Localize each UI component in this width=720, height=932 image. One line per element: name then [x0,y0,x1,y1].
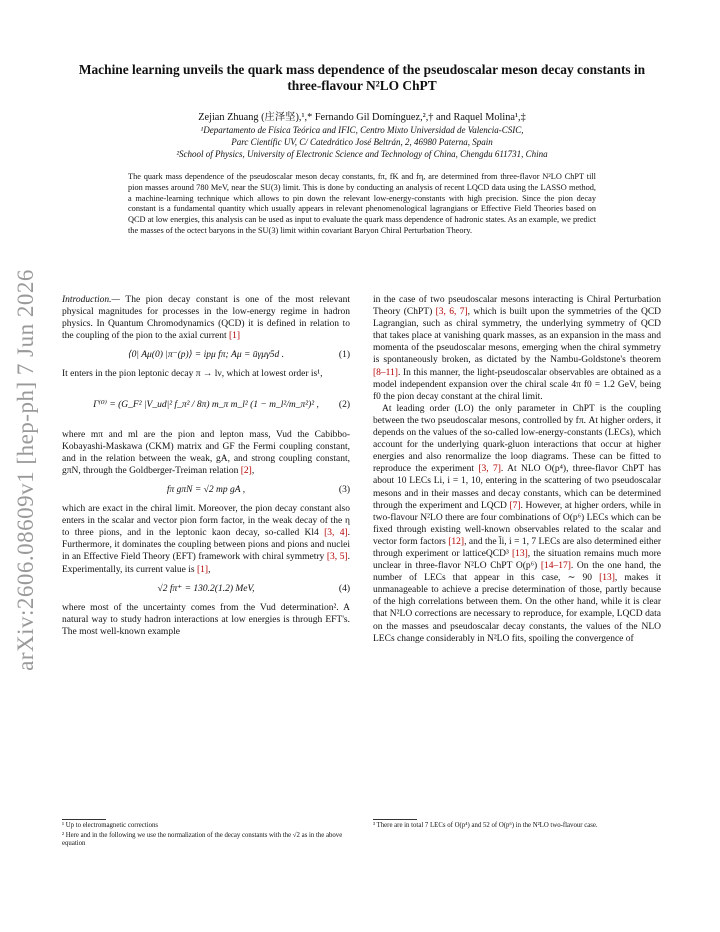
paragraph: It enters in the pion leptonic decay π → lν, which at lowest order is¹, [62,369,323,380]
citation-link[interactable]: [13] [599,573,615,584]
citation-link[interactable]: [8–11] [373,367,398,378]
paragraph: which are exact in the chiral limit. Moreover, the pion decay constant also enters in the scalar and vector pion form factor, in the weak decay of the η to three pions, and in the leptonic kaon decay, so-called Kl4 [3, 4]. Furthermore, it dominates the coupling between pions and pions and nuclei in an Effective Field Theory (EFT) framework with chiral symmetry [3, 5]. Experimentally, its current value is [1], [62,504,351,575]
citation-link[interactable]: [13] [511,548,528,559]
citation-link[interactable]: [12] [448,536,465,547]
paragraph: At leading order (LO) the only parameter in ChPT is the coupling between the two pseudoscalar mesons, controlled by fπ. At higher orders, it depends on the values of the so-called low-energy-constants (LECs), which account for the underlying quark-gluon interactions that occur at higher energies and also renormalize the loop diagrams. These can be fitted to reproduce the experiment [3, 7]. At NLO O(p⁴), three-flavor ChPT has about 10 LECs Li, i = 1, 10, entering in the scattering of two pseudoscalar mesons and in their masses and decay constants, which can be determined through the experiment and LQCD [7]. However, at higher orders, while in two-flavour N²LO there are four combinations of O(p⁶) LECs which can be fixed through existing well-known observables related to the scalar and vector form factors [12], and the l̄i, i = 1, 7 LECs are also determined either through experiment or latticeQCD³ [13], the situation remains much more unclear in three-flavor N²LO ChPT O(p⁶) [14–17]. On the one hand, the number of LECs that appear in this case, ∼ 90 [13], makes it unmanageable to achieve a precise determination of those, partly because of the high correlations between them. On the other hand, while it is clear that N²LO corrections are necessary to reproduce, for example, LQCD data on the masses and pseudoscalar decay constants, the values of the NLO LECs change considerably in N²LO fits, spoiling the convergence of [373,403,662,644]
citation-link[interactable]: [14–17] [540,561,571,572]
abstract: The quark mass dependence of the pseudoscalar meson decay constants, fπ, fK and fη, are determined from three-flavor N²LO ChPT till pion masses around 780 MeV, near the SU(3) limit. This is done by conducting an analysis of recent LQCD data using the LASSO method, a machine-learning technique which allows to pin down the relevant low-energy-constants with high precision. Since the pion decay constant is a fundamental quantity which usually appears in relevant phenomenological lagrangians or Effective Field Theories based on QCD at low energies, this analysis can be used as input to evaluate the quark mass dependence of hadronic states. As an example, we predict the masses of the octect baryons in the SU(3) limit within covariant Baryon Chiral Perturbation Theory. [128,172,596,235]
footnote-rule [62,819,106,820]
footnotes-right [373,822,661,832]
paper-title: Machine learning unveils the quark mass dependence of the pseudoscalar meson decay constants in three-flavour N²LO ChPT [78,62,646,93]
footnote: ² Here and in the following we use the normalization of the decay constants with the √2 as in the above equation [62,831,343,848]
paragraph: where most of the uncertainty comes from the Vud determination². A natural way to study hadron interactions at low energies is through EFT's. The most well-known example [62,602,350,637]
equation-3: fπ gπN = √2 mp gA , (3) [166,484,350,495]
footnote-rule [373,819,417,820]
citation-link[interactable]: [1] [229,331,241,342]
affiliation-line: ²School of Physics, University of Electronic Science and Technology of China, Chengdu 611731, China [176,149,548,159]
equation-1: ⟨0| Aμ(0) |π⁻(p)⟩ = ipμ fπ; Aμ = ūγμγ5d . (1) [127,350,350,361]
paragraph: where mπ and ml are the pion and lepton mass, Vud the Cabibbo-Kobayashi-Maskawa (CKM) matrix and GF the Fermi coupling constant, and in the relation between the weak, gA, and strong coupling constant, gπN, through the Goldberger-Treiman relation [2], [62,429,350,476]
affiliations [62,124,662,160]
citation-link[interactable]: [3, 5] [326,552,348,563]
arxiv-stamp-text: arXiv:2606.08609v1 [hep-ph] 7 Jun 2026 [13,269,38,671]
paragraph: in the case of two pseudoscalar mesons interacting is Chiral Perturbation Theory (ChPT) [3, 6, 7], which is built upon the symmetries of the QCD Lagrangian, such as chiral symmetry, the underlying symmetry of QCD that takes place at vanishing quark masses, as an expansion in the mass and momenta of the pseudoscalar mesons, emerging when the chiral symmetry is spontaneously broken, as dictated by the Nambu-Goldstone's theorem [8–11]. In this manner, the light-pseudoscalar observables are obtained as a model independent expansion over the chiral scale 4π f0 = 1.2 GeV, being f0 the pion decay constant at the chiral limit. [373,295,662,402]
footnotes-left [62,822,350,850]
citation-link[interactable]: [2] [240,465,252,476]
equation-2: Γ⁽⁰⁾ = (G_F² |V_ud|² f_π² / 8π) m_π m_l² (1 − m_l²/m_π²)² , (2) [62,388,350,422]
intro-paragraph: Introduction.— The pion decay constant is one of the most relevant physical magnitudes for processes in the low-energy regime in hadron physics. In Quantum Chromodynamics (QCD) it is defined in relation to the coupling of the pion to the axial current [1] [62,295,350,342]
citation-link[interactable]: [3, 6, 7] [435,307,468,318]
right-column [373,294,661,645]
equation-number: (3) [338,484,350,495]
equation-4: √2 fπ⁺ = 130.2(1.2) MeV, (4) [157,583,350,594]
affiliation-line: Parc Científic UV, C/ Catedrático José Beltrán, 2, 46980 Paterna, Spain [231,137,493,147]
citation-link[interactable]: [1] [196,564,209,575]
footnote: ³ There are in total 7 LECs of O(p⁴) and 52 of O(p⁶) in the N²LO two-flavour case. [373,822,598,829]
section-heading: Introduction.— [62,295,120,305]
citation-link[interactable]: [3, 4] [324,528,348,539]
equation-number: (1) [338,350,350,361]
citation-link[interactable]: [7] [509,500,521,511]
arxiv-stamp [4,265,48,675]
left-column [62,294,350,638]
affiliation-line: ¹Departamento de Física Teórica and IFIC, Centro Mixto Universidad de Valencia-CSIC, [200,125,524,135]
equation-number: (4) [338,583,350,594]
author-list: Zejian Zhuang (庄泽坚),¹,* Fernando Gil Domínguez,²,† and Raquel Molina¹,‡ [198,112,526,123]
equation-number: (2) [338,399,350,410]
footnote: ¹ Up to electromagnetic corrections [62,822,159,829]
citation-link[interactable]: [3, 7] [478,464,501,475]
